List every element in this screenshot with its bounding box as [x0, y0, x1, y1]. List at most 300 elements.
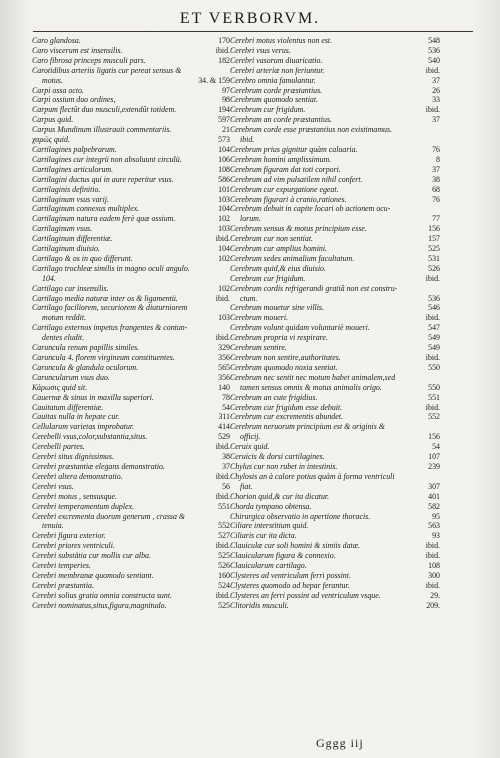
index-entry [230, 175, 440, 185]
page-reference: 307 [428, 481, 440, 491]
index-entry [230, 224, 440, 234]
page-reference: 540 [428, 55, 440, 65]
page-reference: 140 [218, 382, 230, 392]
index-entry [230, 195, 440, 205]
index-term: Caruncula 4. florem virgineum constituentes. [32, 353, 175, 362]
index-term: Cerebri altera demonstratio. [32, 471, 123, 481]
index-term: Cerebri vasorum diuaricatio. [230, 55, 323, 65]
index-term: Caruncularum vsus duo. [32, 372, 110, 382]
index-term: Carpum flectût duo musculi,extendût totidem. [32, 105, 177, 115]
index-term: Clauicularum cartilago. [230, 561, 307, 571]
index-entry [32, 462, 230, 472]
page-reference: 156 [428, 432, 440, 442]
index-term: Caro viscerum est insensilis. [32, 45, 123, 55]
page-reference: 102 [218, 214, 230, 224]
index-entry [32, 502, 230, 512]
page-reference: 311 [218, 412, 230, 422]
index-term: Cerebrum quid,& eius diuisio. [230, 263, 326, 273]
index-term: Chylosis an à calore potius quàm à forma ventriculi [230, 471, 395, 481]
index-entry [32, 452, 230, 462]
page-reference: 76 [432, 194, 440, 204]
index-term: Clysteres an ferri possint ad ventriculum vsque. [230, 590, 381, 600]
index-term: Cerebrum non sentire,authoritates. [230, 353, 341, 362]
index-entry [230, 214, 440, 224]
page-reference: ibid. [425, 273, 440, 283]
index-term: Cerebrum sentire. [230, 343, 287, 353]
index-entry [32, 56, 230, 66]
index-term: tamen sensus omnis & motus animalis origo. [240, 382, 382, 392]
page-reference: 549 [428, 333, 440, 343]
index-term: Cerebrum homini amplissimum. [230, 154, 332, 164]
index-entry [32, 492, 230, 502]
page-reference: 300 [428, 570, 440, 580]
page-reference: 37 [432, 75, 440, 85]
page-reference: ibid. [215, 590, 230, 600]
page-reference: 414 [218, 422, 230, 432]
index-entry [230, 403, 440, 413]
page-reference: 157 [428, 234, 440, 244]
page-reference: 552 [428, 412, 440, 422]
page-reference: 524 [218, 580, 230, 590]
page-reference: 573 [218, 135, 230, 145]
index-entry [32, 482, 230, 492]
index-term: Cartilagini ductus qui in aure reperitur vsus. [32, 174, 174, 184]
page-reference: 525 [218, 551, 230, 561]
index-term: Cartilaginum vsus. [32, 224, 93, 234]
page-reference: 103 [218, 313, 230, 323]
page-reference: 56 [222, 481, 230, 491]
index-entry [230, 502, 440, 512]
index-entry [32, 412, 230, 422]
page-reference: 401 [428, 491, 440, 501]
page-reference: 37 [222, 461, 230, 471]
index-term: Cauitas nulla in hepate cur. [32, 412, 120, 422]
index-entry [230, 561, 440, 571]
index-entry [230, 86, 440, 96]
page-reference: 8 [436, 154, 440, 164]
index-term: Cerebri motus violentus non est. [230, 36, 333, 45]
header-rule [33, 31, 473, 32]
index-term: Clysteres quomodo ad hepar ferantur. [230, 580, 350, 590]
index-entry [32, 165, 230, 175]
page-reference: 101 [218, 184, 230, 194]
index-term: Cerebrum corde esse præstantius non existimamus. [230, 125, 393, 135]
index-entry [32, 135, 230, 145]
index-term: Cerebri priores ventriculi. [32, 541, 115, 551]
index-term: Cerebrum ad vim pulsatilem nihil confert. [230, 174, 363, 184]
index-term: Cerebri præstantia. [32, 580, 94, 590]
index-term: Cerebrum cur frigidum. [230, 273, 306, 283]
index-entry [32, 105, 230, 115]
index-entry [32, 472, 230, 482]
page-reference: 526 [218, 561, 230, 571]
index-term: Cerebrum cur frigidum. [230, 105, 306, 115]
page-reference: 565 [218, 362, 230, 372]
index-entry [32, 343, 230, 353]
index-term: Chirurgica observatio in apertione thoracis. [230, 511, 371, 521]
index-entry [230, 135, 440, 145]
page-reference: 536 [428, 45, 440, 55]
index-entry [230, 185, 440, 195]
index-term: Chorion quid,& cur ita dicatur. [230, 491, 330, 501]
page-reference: 108 [218, 164, 230, 174]
index-entry [230, 601, 440, 611]
index-entry [230, 343, 440, 353]
index-term: Cerebri temperamentum duplex. [32, 501, 135, 511]
index-term: officij. [240, 432, 261, 442]
index-term: Cellularum varietas improbatur. [32, 422, 135, 432]
index-term: Κάρωσις quid sit. [32, 382, 88, 392]
index-term: Clauiculæ cur soli homini & simiis datæ. [230, 541, 360, 551]
page-reference: 54 [432, 442, 440, 452]
index-entry [230, 472, 440, 482]
index-term: Carpi ossium duo ordines, [32, 95, 116, 105]
index-entry [230, 76, 440, 86]
index-entry [32, 591, 230, 601]
index-term: motus. [42, 75, 63, 85]
index-term: Clauicularum figura & connexio. [230, 551, 336, 561]
index-entry [230, 353, 440, 363]
index-entry [230, 294, 440, 304]
page-reference: ibid. [215, 45, 230, 55]
page-reference: 38 [432, 174, 440, 184]
index-entry [230, 244, 440, 254]
page-reference: 103 [218, 224, 230, 234]
index-entry [32, 601, 230, 611]
index-term: Cerebrum an corde præstantius. [230, 115, 332, 125]
index-entry [32, 204, 230, 214]
index-term: Cerebrum propria vi respirare. [230, 333, 328, 343]
index-entry [32, 145, 230, 155]
index-term: Cerebrum cur frigidum esse debuit. [230, 402, 343, 412]
index-entry [32, 76, 230, 86]
index-term: Cerebrum nec sentit nec motum habet animalem,sed [230, 372, 396, 382]
index-term: ctum. [240, 293, 258, 303]
index-term: Cerebri temperies. [32, 561, 91, 571]
page-reference: 78 [222, 392, 230, 402]
page-reference: 170 [218, 36, 230, 45]
page-reference: 76 [432, 144, 440, 154]
index-term: Carpus Mundinum illustrauit commentariis. [32, 125, 172, 135]
index-term: Caro glandosa. [32, 36, 81, 45]
index-entry [32, 541, 230, 551]
page-reference: ibid. [425, 65, 440, 75]
index-term: Cerebrum figurari à cranio,rationes. [230, 194, 347, 204]
index-entry [230, 313, 440, 323]
page-reference: 104 [218, 204, 230, 214]
index-term: Ceruix quid. [230, 442, 270, 452]
index-term: Cerebri membranæ quomodo sentiant. [32, 570, 154, 580]
signature-mark: Gggg iij [316, 736, 364, 750]
index-term: Cerebrum neruorum principium est & originis & [230, 422, 385, 432]
page-reference: 548 [428, 36, 440, 45]
index-term: lorum. [240, 214, 261, 224]
index-term: Cerebrum cur excrementis abundet. [230, 412, 343, 422]
page-reference: 547 [428, 323, 440, 333]
index-entry [32, 512, 230, 522]
index-entry [32, 303, 230, 313]
index-entry [230, 363, 440, 373]
page-reference: ibid. [425, 551, 440, 561]
index-entry [230, 452, 440, 462]
index-term: Cerebrum figuram dat toti corpori. [230, 164, 341, 174]
index-entry [32, 521, 230, 531]
page-reference: 550 [428, 382, 440, 392]
index-entry [32, 195, 230, 205]
index-entry [32, 393, 230, 403]
page-reference: 551 [218, 501, 230, 511]
page-reference: 93 [432, 531, 440, 541]
index-term: Cerebrum sedes animalium facultatum. [230, 253, 355, 263]
index-entry [230, 125, 440, 135]
index-entry [32, 86, 230, 96]
index-term: Cerebrum mouetur sine villis. [230, 303, 324, 313]
page-reference: 107 [428, 452, 440, 462]
page-reference [438, 373, 440, 383]
index-term: Carpus quid. [32, 115, 74, 125]
index-term: Cartilaginis definitio. [32, 184, 101, 194]
index-term: χαρώς quid. [32, 135, 70, 145]
page-reference: 97 [222, 85, 230, 95]
index-term: fiat. [240, 481, 253, 491]
index-term: Cerebri excrementa duorum generum , crassa & [32, 511, 186, 521]
index-entry [32, 95, 230, 105]
index-entry [32, 125, 230, 135]
page-reference: ibid. [215, 471, 230, 481]
index-entry [32, 403, 230, 413]
index-entry [230, 204, 440, 214]
page-reference: 526 [428, 263, 440, 273]
index-term: Cerebri vsus verus. [230, 45, 291, 55]
index-term: Cerebrum quomodo sentiat. [230, 95, 319, 105]
index-term: Cartilaginum connexus multiplex. [32, 204, 140, 214]
page-reference: 525 [428, 244, 440, 254]
index-entry [230, 412, 440, 422]
page-reference: 34. & 159 [198, 75, 230, 85]
index-entry [32, 294, 230, 304]
page-reference: 546 [428, 303, 440, 313]
index-entry [230, 581, 440, 591]
page-reference: 29. [430, 590, 440, 600]
page-reference: ibid. [215, 491, 230, 501]
index-entry [32, 442, 230, 452]
index-entry [230, 521, 440, 531]
index-term: Cerebrum quomodo noxia sentiat. [230, 362, 338, 372]
index-entry [230, 591, 440, 601]
index-entry [230, 95, 440, 105]
index-entry [32, 561, 230, 571]
index-term: Ceruicis & dorsi cartilagines. [230, 452, 325, 462]
page-reference: ibid. [215, 293, 230, 303]
index-term: Cerebrum an cute frigidius. [230, 392, 318, 402]
page-reference: 582 [428, 501, 440, 511]
index-term: motum reddit. [42, 313, 86, 323]
index-entry [230, 165, 440, 175]
index-term: Cerebrum cur amplius homini. [230, 244, 328, 254]
index-term: Cerebri motus , sensusque. [32, 491, 117, 501]
index-entry [32, 422, 230, 432]
page-reference: 26 [432, 85, 440, 95]
index-entry [230, 571, 440, 581]
index-entry [32, 66, 230, 76]
index-entry [32, 531, 230, 541]
page-reference: 68 [432, 184, 440, 194]
index-entry [230, 482, 440, 492]
page-reference: 95 [432, 511, 440, 521]
index-term: 104. [42, 273, 56, 283]
page-reference: 77 [432, 214, 440, 224]
index-entry [32, 155, 230, 165]
page-reference: ibid. [425, 313, 440, 323]
index-term: Cerebrum volunt quidam voluntariè moueri. [230, 323, 370, 333]
index-term: Ciliaris cur ita dicta. [230, 531, 297, 541]
index-term: Clysteres ad ventriculum ferri possint. [230, 570, 351, 580]
page-reference: 529 [218, 432, 230, 442]
index-term: Cartilago cur insensilis. [32, 283, 109, 293]
index-entry [230, 303, 440, 313]
index-term: dentes eludit. [42, 333, 85, 343]
page-reference: 194 [218, 105, 230, 115]
page-reference: 536 [428, 293, 440, 303]
index-term: Cartilaginum differentiæ. [32, 234, 113, 244]
index-term: Cerebrum moueri. [230, 313, 289, 323]
index-term: Cerebelli partes. [32, 442, 85, 452]
page-reference: 37 [432, 164, 440, 174]
index-term: Cerebri substätia cur mollis cur alba. [32, 551, 151, 561]
page-reference: 527 [218, 531, 230, 541]
index-term: Caruncula renum papillis similes. [32, 343, 140, 353]
running-header: ET VERBORVM. [179, 10, 321, 27]
page-reference [438, 422, 440, 432]
index-term: Cartilaginum diuisio. [32, 244, 100, 254]
index-entry [32, 383, 230, 393]
index-entry [230, 383, 440, 393]
page-reference: 102 [218, 253, 230, 263]
page-reference: 38 [222, 452, 230, 462]
index-entry [230, 551, 440, 561]
page-reference: ibid. [215, 234, 230, 244]
page-reference [438, 135, 440, 145]
index-term: Chylus cur non rubet in intestinis. [230, 461, 338, 471]
index-entry [32, 46, 230, 56]
index-entry [32, 214, 230, 224]
index-term: Cartilago & os in quo differunt. [32, 253, 133, 263]
index-entry [32, 36, 230, 46]
page-reference: 21 [222, 125, 230, 135]
index-entry [230, 442, 440, 452]
index-term: Cerebri præstantiæ elegans demonstratio. [32, 461, 165, 471]
page-reference: 356 [218, 353, 230, 362]
page-reference: 160 [218, 570, 230, 580]
index-entry [230, 373, 440, 383]
page-reference: 550 [428, 362, 440, 372]
page-reference: ibid. [215, 333, 230, 343]
index-term: Cerebrum debuit in capite locari ob actionem ocu- [230, 204, 391, 214]
index-entry [32, 175, 230, 185]
index-entry [230, 115, 440, 125]
index-column-left [32, 36, 230, 611]
index-entry [230, 333, 440, 343]
index-entry [230, 393, 440, 403]
index-entry [32, 185, 230, 195]
page-reference: 586 [218, 174, 230, 184]
index-term: Cerebri vsus. [32, 481, 74, 491]
page-reference: 552 [218, 521, 230, 531]
index-term: Cerebelli vsus,color,substantia,situs. [32, 432, 148, 442]
index-entry [32, 363, 230, 373]
index-entry [32, 224, 230, 234]
index-term: Cerebri arteriæ non feriuntur. [230, 65, 325, 75]
index-term: Cerebri nominatus,situs,figura,magnitudo. [32, 600, 167, 610]
index-term: Carotidibus arteriis ligatis cur pereat sensus & [32, 65, 182, 75]
page-reference: 37 [432, 115, 440, 125]
index-entry [32, 551, 230, 561]
index-entry [230, 145, 440, 155]
index-term: Chorda tympano obtensa. [230, 501, 312, 511]
index-entry [32, 284, 230, 294]
index-term: Cartilaginum vsus varij. [32, 194, 109, 204]
index-entry [32, 353, 230, 363]
index-entry [230, 422, 440, 432]
page-reference: ibid. [425, 353, 440, 362]
index-entry [32, 274, 230, 284]
index-term: Cerebri figura exterior. [32, 531, 106, 541]
index-term: Cartilago faciliorem, securiorem & diuturniorem [32, 303, 188, 313]
page-reference: 103 [218, 194, 230, 204]
page-reference: 104 [218, 144, 230, 154]
index-entry [32, 313, 230, 323]
page-reference: 54 [222, 402, 230, 412]
index-term: Clitoridis musculi. [230, 600, 289, 610]
index-term: Cartilagines palpebrarum. [32, 144, 117, 154]
index-term: Caruncula & glandula oculorum. [32, 362, 139, 372]
page-reference: ibid. [425, 580, 440, 590]
index-entry [32, 244, 230, 254]
page-reference: 549 [428, 343, 440, 353]
page-reference: 563 [428, 521, 440, 531]
index-term: Cartilago externos impetus frangentes & contun- [32, 323, 188, 333]
index-entry [230, 155, 440, 165]
index-term: Cartilago trochleæ similis in magno oculi angulo. [32, 263, 190, 273]
page-reference: 106 [218, 154, 230, 164]
index-term: Cerebri solius gratia omnia constructa sunt. [32, 590, 172, 600]
index-entry [230, 105, 440, 115]
index-entry [32, 373, 230, 383]
index-term: Cerebri situs dignissimus. [32, 452, 114, 462]
index-term: Cerebrum cordis refrigerandi gratiâ non est constru- [230, 283, 398, 293]
index-column-right [230, 36, 440, 611]
page-reference: ibid. [425, 402, 440, 412]
index-entry [230, 541, 440, 551]
index-entry [32, 254, 230, 264]
page-reference: ibid. [425, 541, 440, 551]
index-term: Cauitatum differentiæ. [32, 402, 104, 412]
index-term: tenuia. [42, 521, 64, 531]
index-entry [230, 254, 440, 264]
page-reference: 156 [428, 224, 440, 234]
index-entry [230, 512, 440, 522]
index-entry [32, 323, 230, 333]
index-entry [32, 234, 230, 244]
index-entry [230, 531, 440, 541]
index-term: Cartilago media naturæ inter os & ligamentü. [32, 293, 178, 303]
page-reference: 102 [218, 283, 230, 293]
page-reference: ibid. [425, 105, 440, 115]
index-entry [230, 264, 440, 274]
index-term: Cerebrum cur expurgatione egeat. [230, 184, 339, 194]
page-reference: 104 [218, 244, 230, 254]
index-entry [230, 46, 440, 56]
